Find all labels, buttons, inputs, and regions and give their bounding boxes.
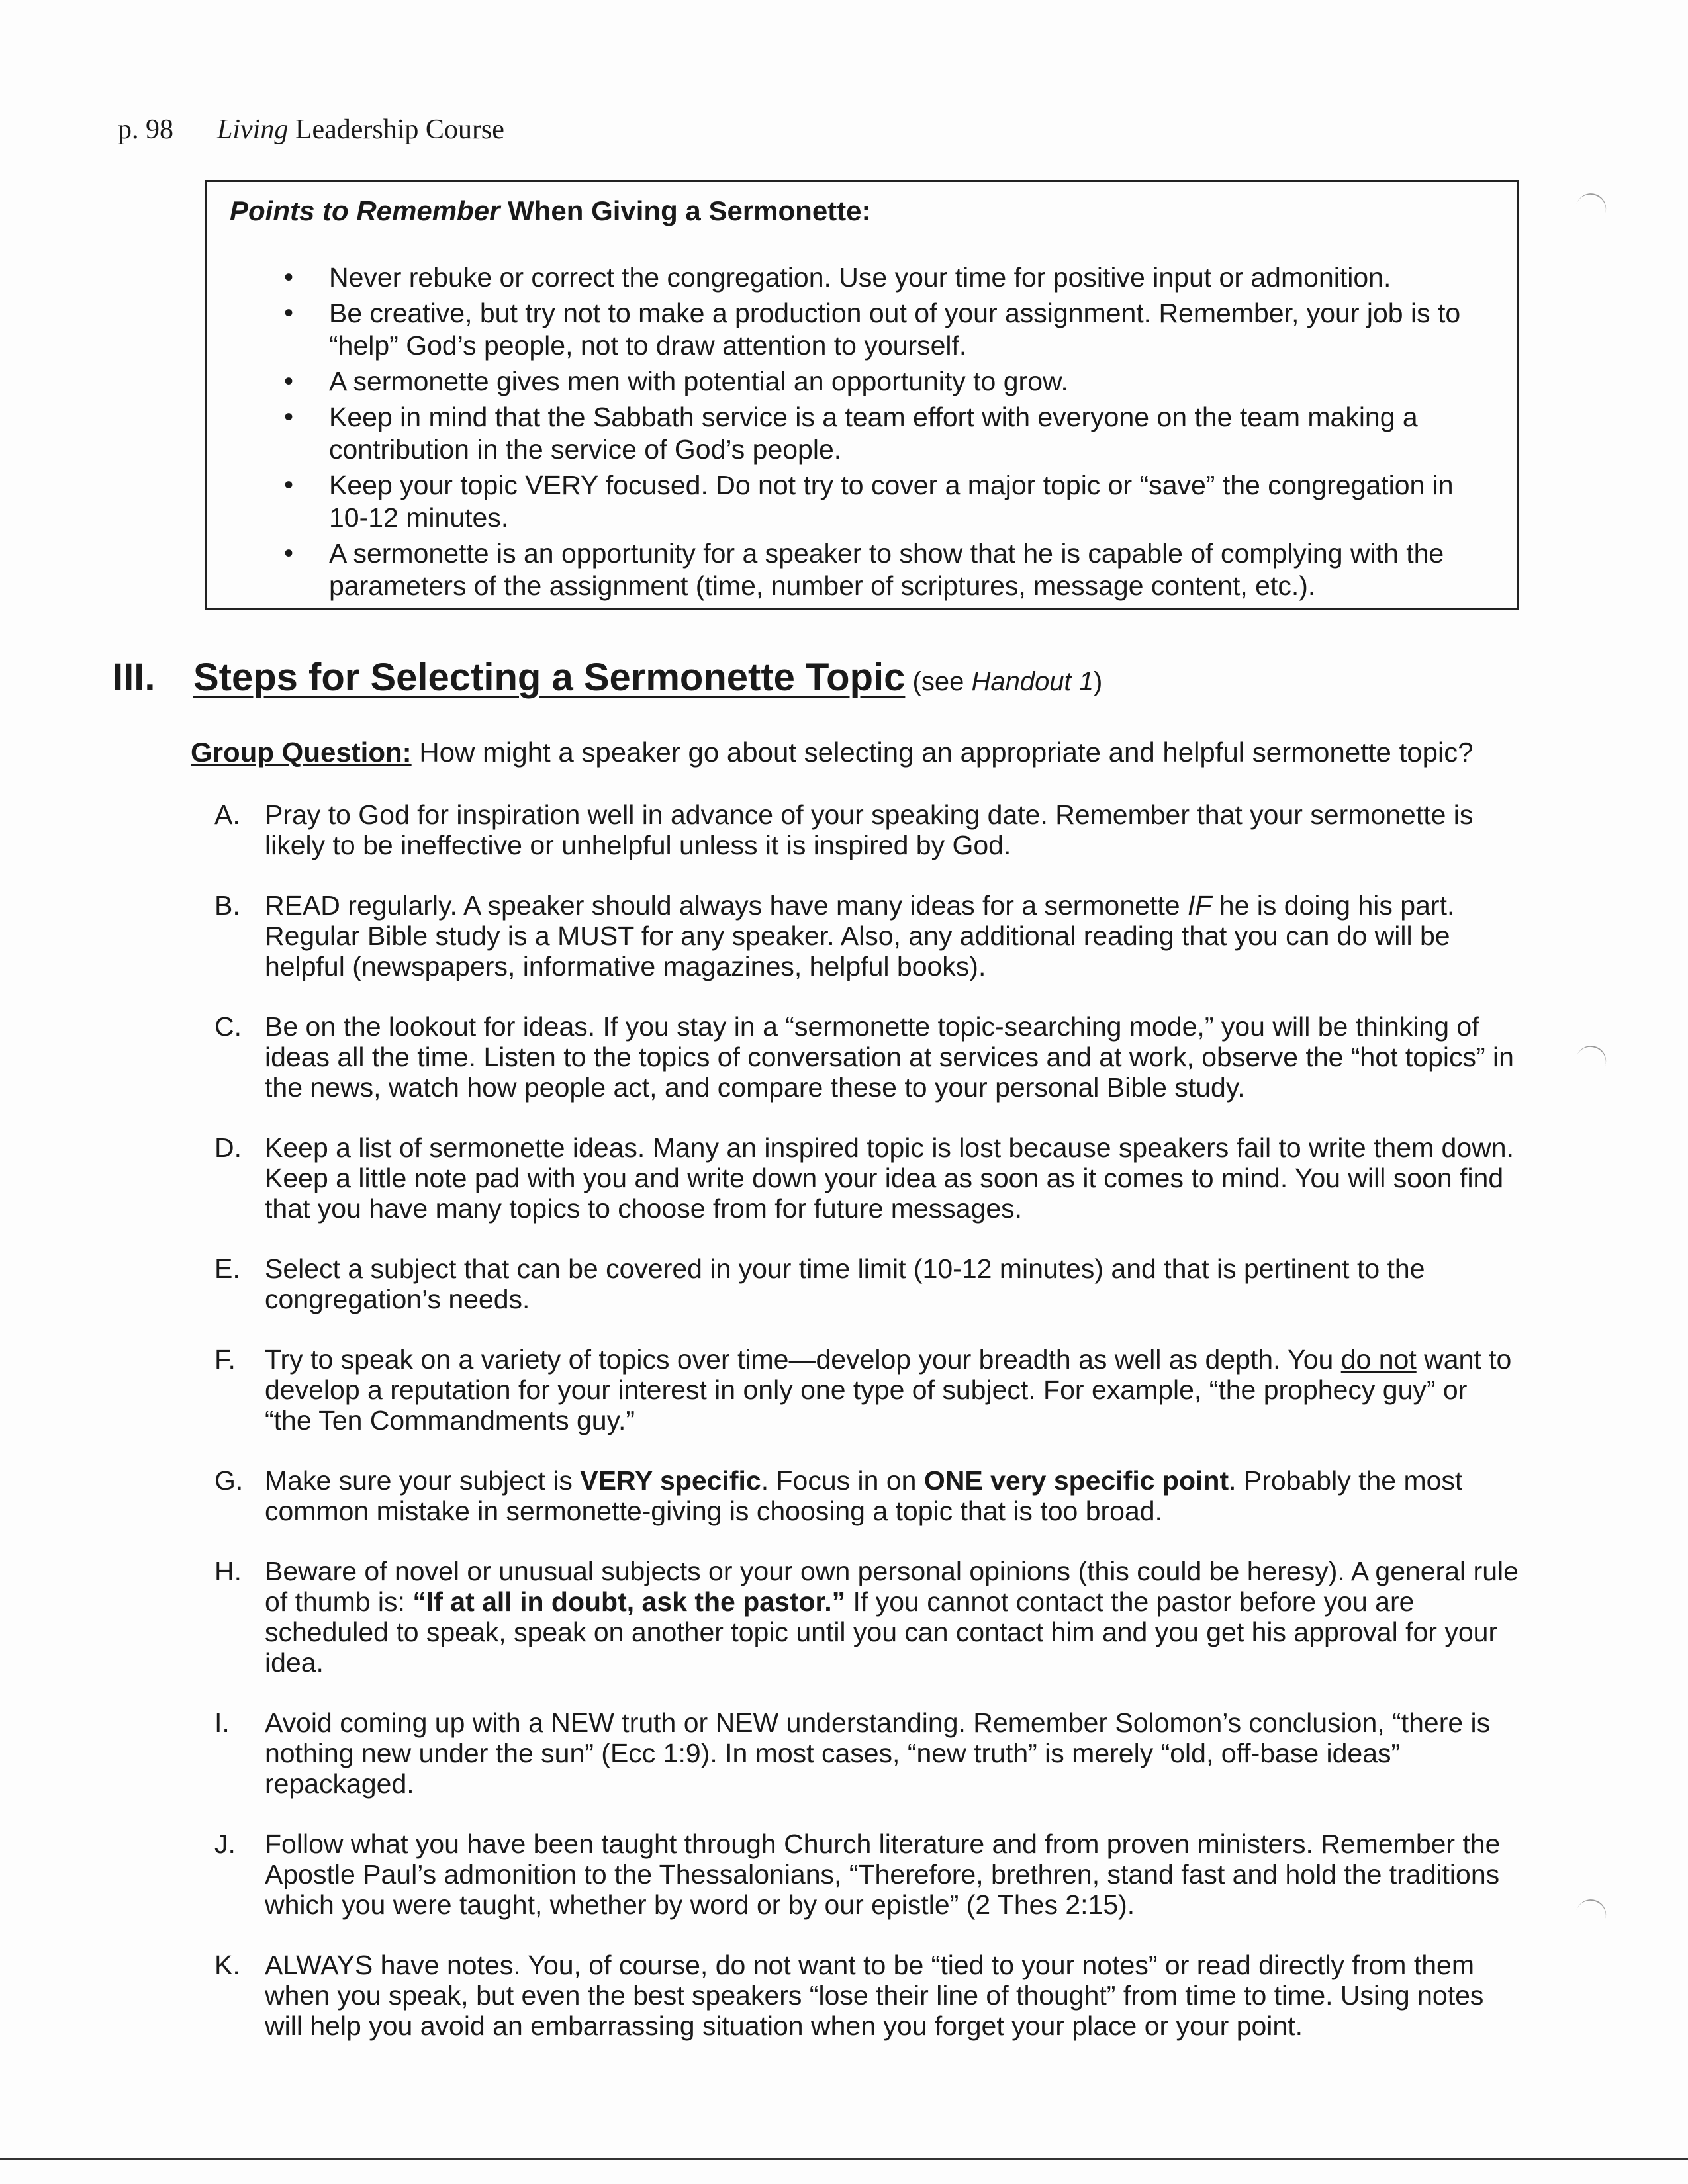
- step-item-d: [209, 1132, 1520, 1224]
- bullet-icon: •: [284, 367, 294, 396]
- step-item-a: [209, 799, 1520, 860]
- page-bottom-rule: [0, 2158, 1688, 2160]
- step-letter: A.: [214, 799, 240, 830]
- point-text: Be creative, but try not to make a production out of your assignment. Remember, your job is to “help” God’s people, not to draw attention to yourself.: [329, 298, 1461, 361]
- point-item: [230, 297, 1494, 362]
- section-title: Steps for Selecting a Sermonette Topic: [193, 656, 906, 699]
- page-header: [118, 114, 504, 146]
- step-item-k: [209, 1950, 1520, 2041]
- step-item-c: [209, 1011, 1520, 1103]
- see-suffix: ): [1094, 667, 1103, 696]
- bullet-icon: •: [284, 298, 294, 328]
- point-text: Keep in mind that the Sabbath service is a team effort with everyone on the team making a contribution in the service of God’s people.: [329, 402, 1418, 465]
- step-letter: K.: [214, 1950, 240, 1980]
- step-letter: G.: [214, 1465, 244, 1496]
- point-item: [230, 401, 1494, 466]
- step-letter: J.: [214, 1829, 236, 1859]
- point-item: [230, 537, 1494, 602]
- step-text: Try to speak on a variety of topics over time—develop your breadth as well as depth. You: [265, 1344, 1341, 1375]
- course-title-italic: Living: [217, 114, 289, 145]
- point-text: Keep your topic VERY focused. Do not try to cover a major topic or “save” the congregation in 10-12 minutes.: [329, 470, 1454, 533]
- step-item-f: [209, 1344, 1520, 1435]
- step-text-underline: do not: [1340, 1344, 1417, 1375]
- bullet-icon: •: [284, 263, 294, 292]
- steps-list: [209, 799, 1520, 2071]
- step-text: Beware of novel or unusual subjects or your own personal opinions (this could be heresy). A general rule of thumb is:: [265, 1556, 1519, 1617]
- step-text: ALWAYS have notes. You, of course, do not want to be “tied to your notes” or read directly from them when you speak, but even the best speakers “lose their line of thought” from time to time. Using notes will help you avoid an embarrassing situation when you forget your place or your point.: [265, 1950, 1484, 2041]
- section-see-note: [905, 667, 1102, 696]
- step-text: Follow what you have been taught through Church literature and from proven ministers. Remember the Apostle Paul’s admonition to the Thessalonians, “Therefore, brethren, stand fast and hold the traditions which you were taught, whether by word or by our epistle” (2 Thes 2:15).: [265, 1829, 1501, 1920]
- page-number: p. 98: [118, 114, 173, 145]
- points-to-remember-box: [205, 180, 1519, 610]
- scan-mark-icon: [1571, 189, 1611, 230]
- points-list: [230, 261, 1494, 602]
- see-handout: Handout 1: [971, 667, 1094, 696]
- step-text: . Probably the most common mistake in sermonette-giving is choosing a topic that is too broad.: [265, 1465, 1463, 1526]
- point-item: [230, 261, 1494, 294]
- scan-mark-icon: [1571, 1042, 1611, 1082]
- step-text: want to develop a reputation for your interest in only one type of subject. For example, “the prophecy guy” or “the Ten Commandments guy.”: [265, 1344, 1512, 1435]
- box-title-rest: When Giving a Sermonette:: [500, 195, 871, 226]
- course-title-rest: Leadership Course: [288, 114, 504, 145]
- step-text: If you cannot contact the pastor before you are scheduled to speak, speak on another topic until you can contact him and you get his approval for your idea.: [265, 1586, 1498, 1678]
- point-text: A sermonette gives men with potential an opportunity to grow.: [329, 366, 1068, 396]
- step-letter: H.: [214, 1556, 242, 1586]
- step-text: Be on the lookout for ideas. If you stay in a “sermonette topic-searching mode,” you will be thinking of ideas all the time. Listen to the topics of conversation at services and at work, observe the “hot topics” in the news, watch how people act, and compare these to your personal Bible study.: [265, 1011, 1514, 1103]
- step-item-h: [209, 1556, 1520, 1678]
- step-text: READ regularly. A speaker should always have many ideas for a sermonette: [265, 890, 1188, 921]
- point-item: [230, 365, 1494, 398]
- box-title: [230, 195, 1494, 227]
- step-letter: C.: [214, 1011, 242, 1042]
- bullet-icon: •: [284, 402, 294, 432]
- step-letter: F.: [214, 1344, 236, 1375]
- step-item-i: [209, 1707, 1520, 1799]
- step-letter: I.: [214, 1707, 230, 1738]
- step-item-e: [209, 1253, 1520, 1314]
- step-text: Select a subject that can be covered in your time limit (10-12 minutes) and that is pertinent to the congregation’s needs.: [265, 1253, 1425, 1314]
- step-text: Keep a list of sermonette ideas. Many an inspired topic is lost because speakers fail to write them down. Keep a little note pad with you and write down your idea as soon as it comes to mind. You will soon find that you have many topics to choose from for future messages.: [265, 1132, 1514, 1224]
- point-item: [230, 469, 1494, 534]
- step-text: Avoid coming up with a NEW truth or NEW understanding. Remember Solomon’s conclusion, “there is nothing new under the sun” (Ecc 1:9). In most cases, “new truth” is merely “old, off-base ideas” repackaged.: [265, 1707, 1491, 1799]
- step-item-j: [209, 1829, 1520, 1920]
- step-text-bold: “If at all in doubt, ask the pastor.”: [412, 1586, 846, 1617]
- point-text: A sermonette is an opportunity for a speaker to show that he is capable of complying with the parameters of the assignment (time, number of scriptures, message content, etc.).: [329, 538, 1444, 601]
- group-question-text: How might a speaker go about selecting an appropriate and helpful sermonette topic?: [411, 737, 1474, 768]
- scan-mark-icon: [1571, 1895, 1611, 1936]
- step-item-b: [209, 890, 1520, 981]
- box-title-italic: Points to Remember: [230, 195, 500, 226]
- point-text: Never rebuke or correct the congregation. Use your time for positive input or admonition.: [329, 262, 1391, 293]
- step-text: Make sure your subject is: [265, 1465, 581, 1496]
- step-letter: D.: [214, 1132, 242, 1163]
- bullet-icon: •: [284, 471, 294, 500]
- step-letter: B.: [214, 890, 240, 921]
- step-text: . Focus in on: [761, 1465, 924, 1496]
- step-text: he is doing his part. Regular Bible study is a MUST for any speaker. Also, any additional reading that you can do will be helpful (newspapers, informative magazines, helpful books).: [265, 890, 1455, 981]
- see-prefix: (see: [905, 667, 972, 696]
- step-text-italic: IF: [1187, 890, 1212, 921]
- group-question-label: Group Question:: [191, 737, 412, 768]
- step-text-bold: ONE very specific point: [923, 1465, 1229, 1496]
- group-question: [191, 737, 1474, 768]
- section-heading: [113, 655, 1102, 700]
- step-text-bold: VERY specific: [580, 1465, 761, 1496]
- section-numeral: III.: [113, 656, 156, 699]
- step-letter: E.: [214, 1253, 240, 1284]
- step-item-g: [209, 1465, 1520, 1526]
- bullet-icon: •: [284, 539, 294, 568]
- step-text: Pray to God for inspiration well in advance of your speaking date. Remember that your sermonette is likely to be ineffective or unhelpful unless it is inspired by God.: [265, 799, 1474, 860]
